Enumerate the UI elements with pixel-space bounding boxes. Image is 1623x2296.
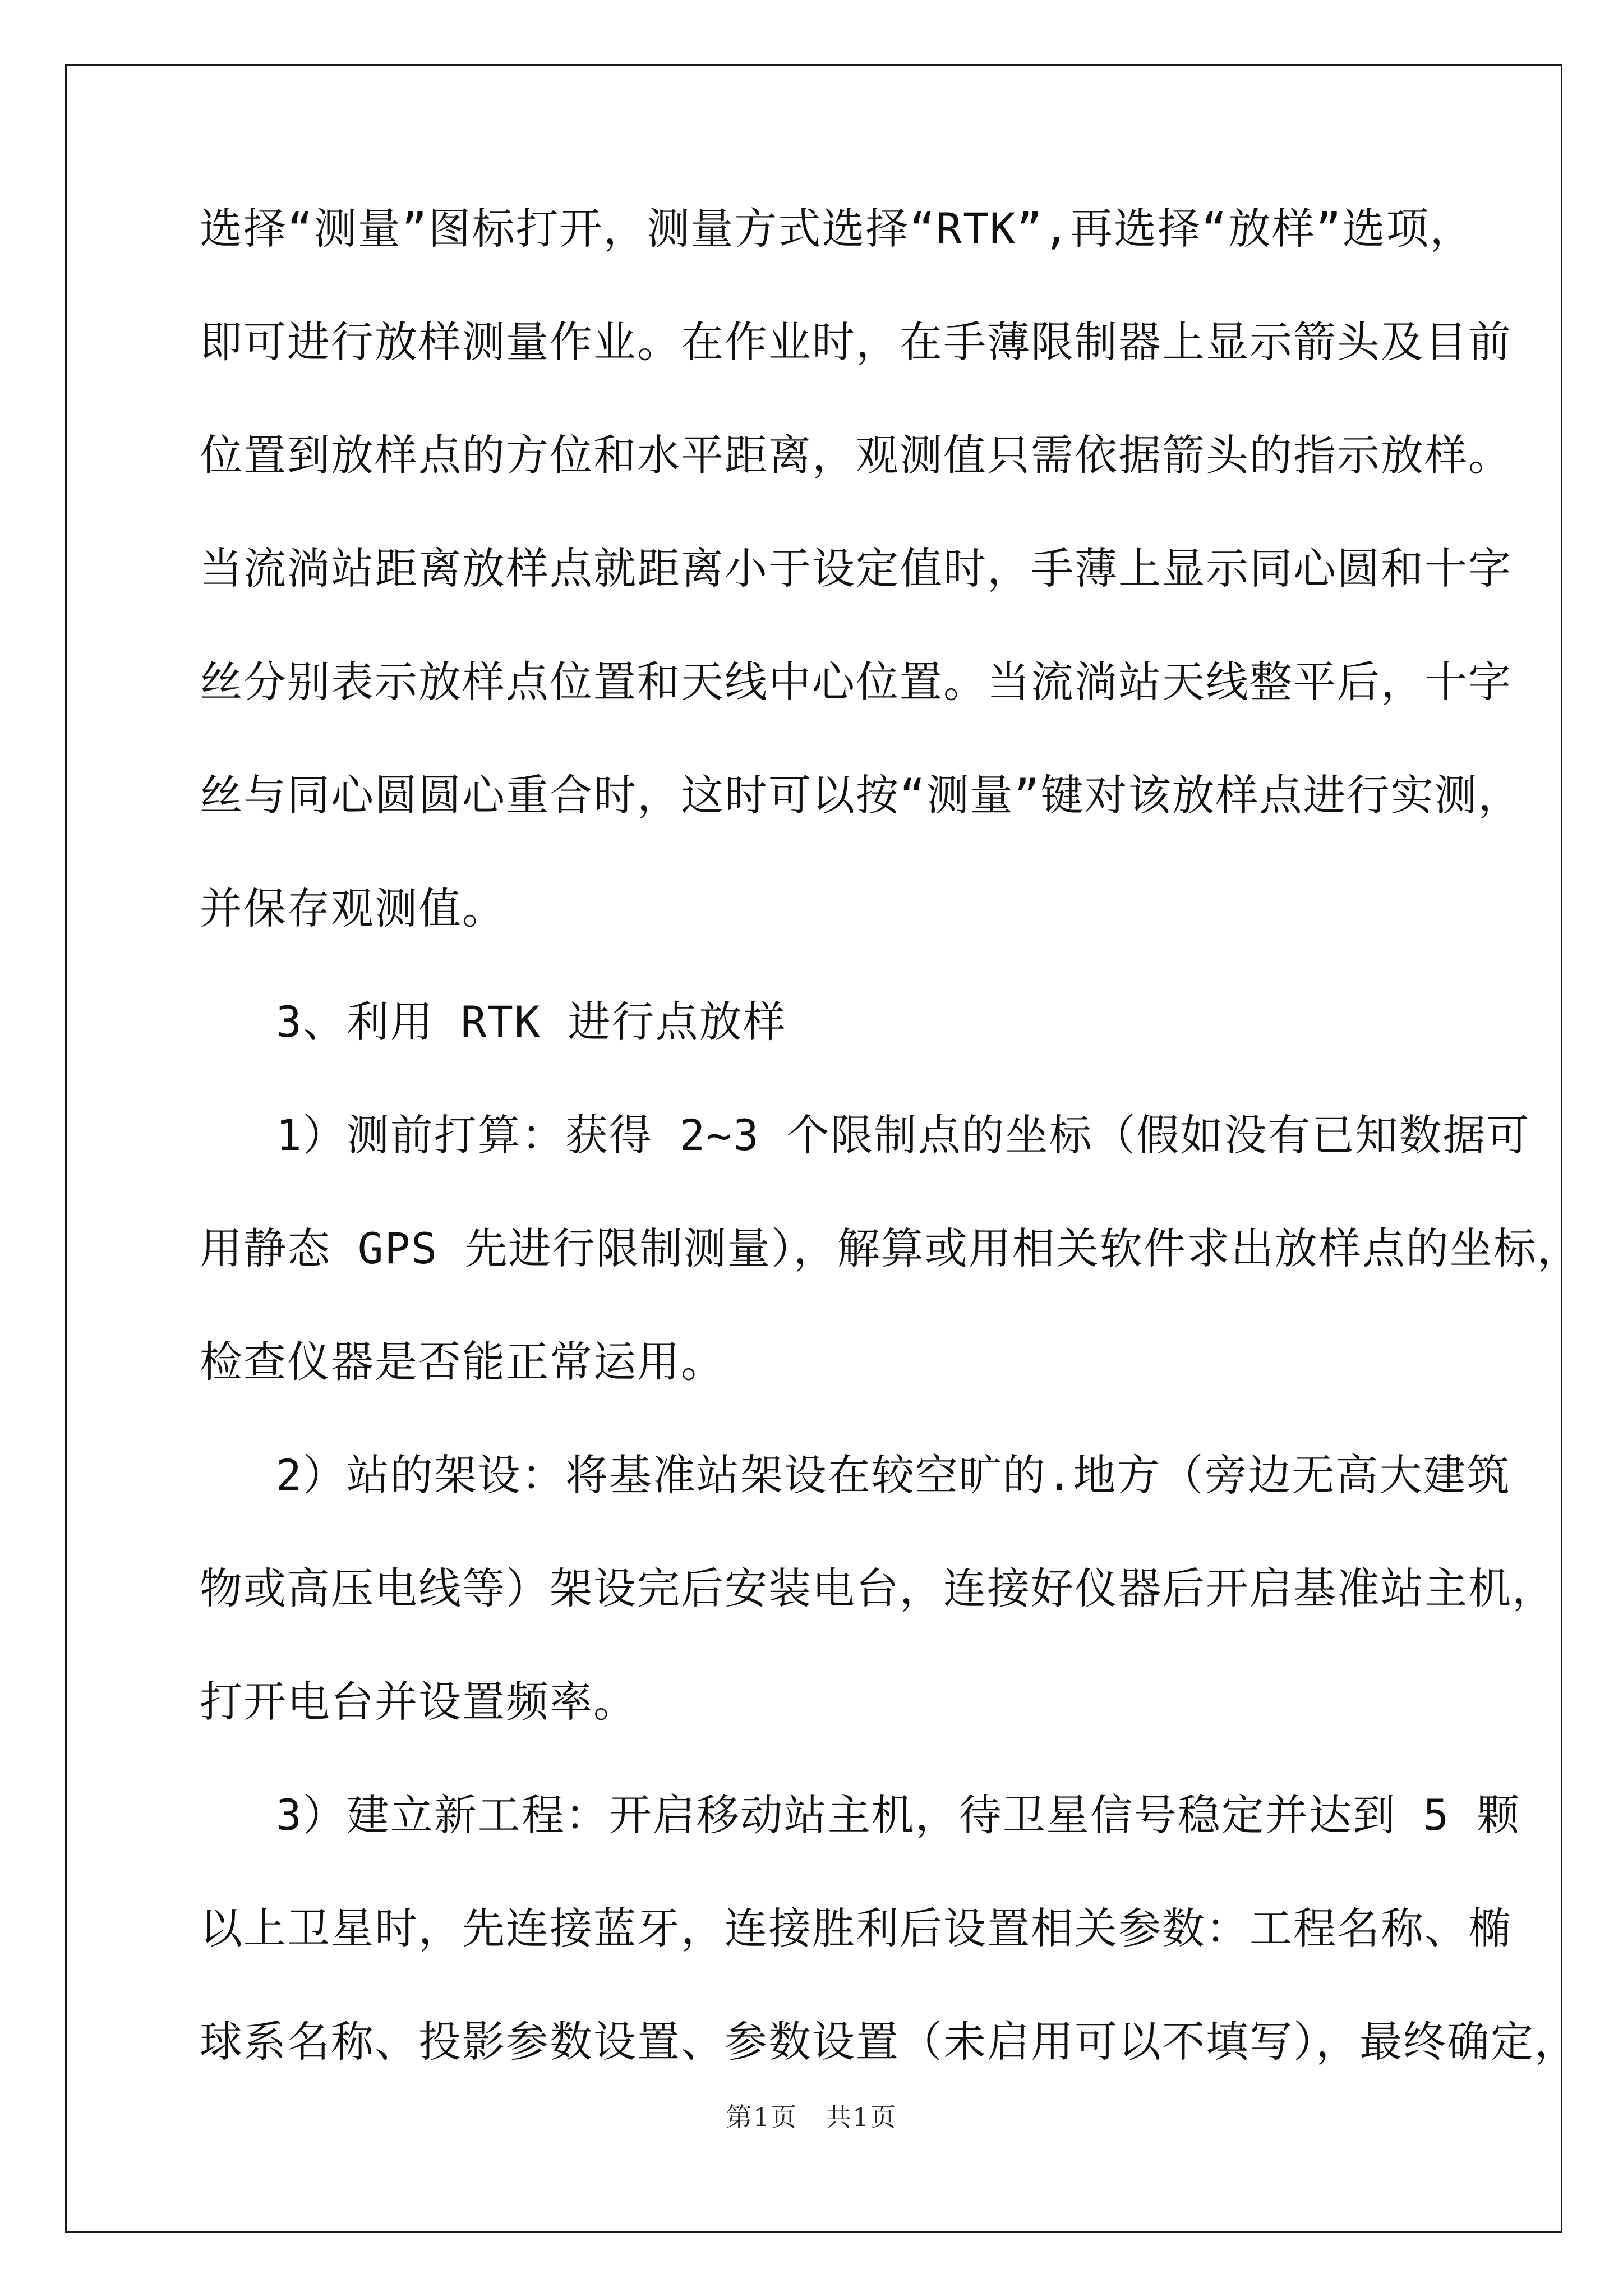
text-line: 丝与同心圆圆心重合时，这时可以按“测量”键对该放样点进行实测， [200, 770, 1522, 820]
page-number: 第1页 [726, 2102, 797, 2132]
text-line: 物或高压电线等）架设完后安装电台，连接好仪器后开启基准站主机， [200, 1563, 1556, 1613]
text-line: 并保存观测值。 [200, 884, 506, 933]
page-footer [0, 2097, 1623, 2134]
text-line: 以上卫星时，先连接蓝牙，连接胜利后设置相关参数：工程名称、椭 [200, 1903, 1512, 1953]
text-line: 即可进行放样测量作业。在作业时，在手薄限制器上显示箭头及目前 [200, 317, 1512, 367]
text-line: 球系名称、投影参数设置、参数设置（未启用可以不填写），最终确定， [200, 2017, 1578, 2067]
text-line: 当流淌站距离放样点就距离小于设定值时，手薄上显示同心圆和十字 [200, 544, 1512, 593]
paragraph-start: 2）站的架设：将基准站架设在较空旷的.地方（旁边无高大建筑 [276, 1450, 1511, 1500]
paragraph-start: 1）测前打算：获得 2~3 个限制点的坐标（假如没有已知数据可 [276, 1110, 1530, 1160]
text-line: 打开电台并设置频率。 [200, 1677, 637, 1727]
text-line: 选择“测量”图标打开，测量方式选择“RTK”,再选择“放样”选项， [200, 204, 1474, 254]
text-line: 检查仪器是否能正常运用。 [200, 1337, 725, 1387]
page-total: 共1页 [826, 2102, 897, 2132]
text-line: 位置到放样点的方位和水平距离，观测值只需依据箭头的指示放样。 [200, 430, 1512, 480]
paragraph-start: 3）建立新工程：开启移动站主机，待卫星信号稳定并达到 5 颗 [276, 1790, 1521, 1840]
document-body [200, 204, 1581, 2134]
text-line: 丝分别表示放样点位置和天线中心位置。当流淌站天线整平后，十字 [200, 657, 1512, 707]
text-line: 用静态 GPS 先进行限制测量），解算或用相关软件求出放样点的坐标， [200, 1223, 1581, 1273]
section-heading: 3、利用 RTK 进行点放样 [276, 997, 787, 1047]
